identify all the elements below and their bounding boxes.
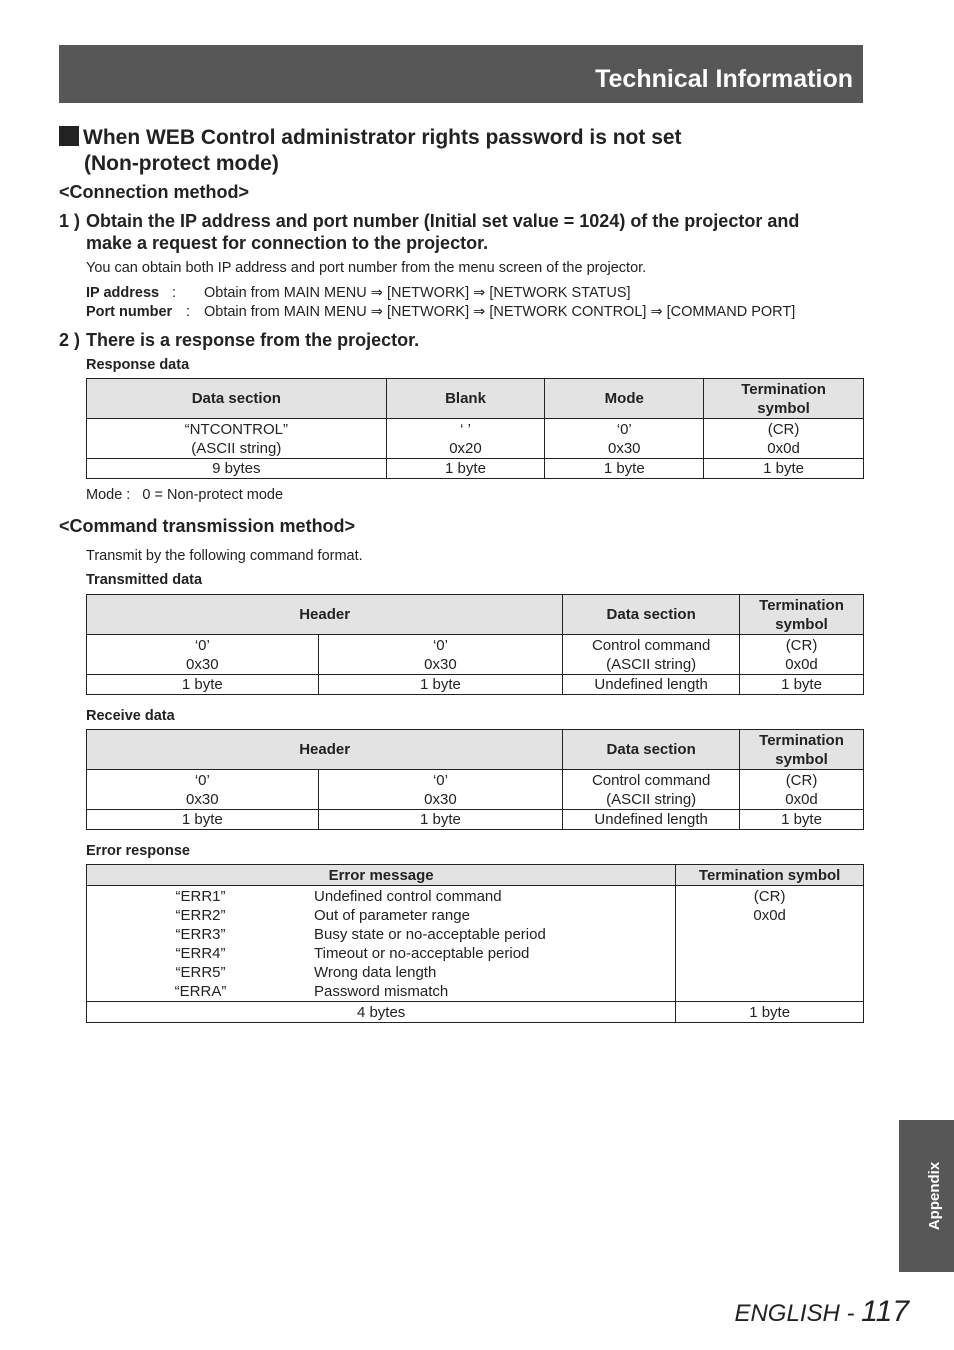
table-cell: 1 byte [676, 1002, 864, 1023]
table-cell: Undefined length [563, 675, 740, 695]
section-subtitle: (Non-protect mode) [84, 152, 279, 175]
step1-number: 1 ) [59, 211, 81, 231]
port-number-sep: : [186, 304, 191, 320]
table-cell: 4 bytes [87, 1002, 676, 1023]
table-cell: (CR) 0x0d [704, 419, 864, 459]
error-response-label: Error response [86, 843, 190, 859]
error-list-row [87, 886, 864, 1002]
receive-data-label: Receive data [86, 708, 175, 724]
table-cell: 1 byte [318, 675, 563, 695]
transmitted-header-row [87, 595, 864, 635]
ip-address-sep: : [172, 285, 177, 301]
table-cell: 1 byte [386, 459, 545, 479]
error-message: Timeout or no-acceptable period [314, 945, 530, 962]
receive-table [86, 729, 864, 830]
error-table [86, 864, 864, 1023]
error-term-code: 0x0d [753, 907, 786, 924]
table-cell: 1 byte [704, 459, 864, 479]
section-title-line1: When WEB Control administrator rights password is not set [83, 126, 682, 149]
page-number: 117 [861, 1295, 909, 1328]
error-term-symbol: (CR) [753, 888, 786, 905]
connection-heading: <Connection method> [59, 182, 250, 202]
error-list-cell [87, 886, 676, 1002]
step2-number: 2 ) [59, 330, 81, 350]
command-description: Transmit by the following command format. [86, 548, 363, 564]
error-code: “ERR1” [175, 888, 226, 905]
error-code: “ERR5” [175, 964, 226, 981]
table-row-size [87, 675, 864, 695]
table-cell: ‘0’ 0x30 [87, 635, 319, 675]
table-row [87, 419, 864, 459]
error-message: Password mismatch [314, 983, 449, 1000]
error-codes-column [87, 887, 314, 1001]
error-messages-column [314, 887, 546, 1001]
error-message: Out of parameter range [314, 907, 470, 924]
error-code: “ERR3” [175, 926, 226, 943]
header-cell-termination: Termination symbol [740, 730, 864, 770]
ip-address-label: IP address [86, 285, 160, 301]
appendix-tab [899, 1120, 954, 1272]
mode-note: Mode : 0 = Non-protect mode [86, 487, 284, 503]
table-cell: 1 byte [545, 459, 704, 479]
command-heading: <Command transmission method> [59, 516, 356, 536]
error-message: Busy state or no-acceptable period [314, 926, 546, 943]
appendix-tab-label: Appendix [926, 1161, 943, 1231]
response-data-label: Response data [86, 357, 190, 373]
table-cell: 1 byte [318, 810, 563, 830]
table-row-size [87, 810, 864, 830]
table-cell: 9 bytes [87, 459, 387, 479]
error-code: “ERRA” [174, 983, 227, 1000]
table-cell: ‘0’ 0x30 [87, 770, 319, 810]
port-number-label: Port number [86, 304, 173, 320]
table-cell: Control command (ASCII string) [563, 770, 740, 810]
header-cell: Data section [87, 379, 387, 419]
footer-language: ENGLISH - [734, 1300, 862, 1327]
table-cell: “NTCONTROL” (ASCII string) [87, 419, 387, 459]
error-termination-cell [676, 886, 864, 1002]
header-cell: Data section [563, 595, 740, 635]
header-cell-termination: Termination symbol [704, 379, 864, 419]
table-cell: Undefined length [563, 810, 740, 830]
page-footer [734, 1295, 909, 1329]
step1-line1: Obtain the IP address and port number (Initial set value = 1024) of the projector and [86, 211, 800, 231]
table-row-size [87, 459, 864, 479]
header-cell: Header [87, 595, 563, 635]
header-cell: Data section [563, 730, 740, 770]
response-table [86, 378, 864, 479]
table-cell: ‘0’ 0x30 [318, 770, 563, 810]
error-code: “ERR2” [175, 907, 226, 924]
table-row-size [87, 1002, 864, 1023]
header-cell: Blank [386, 379, 545, 419]
table-cell: 1 byte [740, 810, 864, 830]
header-cell: Error message [87, 865, 676, 886]
table-cell: (CR) 0x0d [740, 635, 864, 675]
header-cell-termination: Termination symbol [740, 595, 864, 635]
table-row [87, 770, 864, 810]
section-title [59, 126, 682, 150]
table-cell: 1 byte [87, 675, 319, 695]
table-cell: Control command (ASCII string) [563, 635, 740, 675]
error-message: Wrong data length [314, 964, 437, 981]
table-cell: (CR) 0x0d [740, 770, 864, 810]
step2-text: There is a response from the projector. [86, 330, 420, 350]
table-cell: 1 byte [87, 810, 319, 830]
square-bullet-icon [59, 126, 79, 146]
table-cell: ‘0’ 0x30 [545, 419, 704, 459]
step1-description: You can obtain both IP address and port number from the menu screen of the projector. [86, 260, 647, 276]
table-row [87, 635, 864, 675]
table-cell: 1 byte [740, 675, 864, 695]
header-cell: Mode [545, 379, 704, 419]
header-cell: Header [87, 730, 563, 770]
transmitted-table [86, 594, 864, 695]
error-message: Undefined control command [314, 888, 502, 905]
transmitted-data-label: Transmitted data [86, 572, 203, 588]
header-cell: Termination symbol [676, 865, 864, 886]
receive-header-row [87, 730, 864, 770]
table-cell: ‘0’ 0x30 [318, 635, 563, 675]
table-cell: ‘ ’ 0x20 [386, 419, 545, 459]
response-header-row [87, 379, 864, 419]
port-number-value: Obtain from MAIN MENU ⇒ [NETWORK] ⇒ [NETWORK CONTROL] ⇒ [COMMAND PORT] [204, 304, 796, 320]
ip-address-value: Obtain from MAIN MENU ⇒ [NETWORK] ⇒ [NETWORK STATUS] [204, 285, 631, 301]
error-code: “ERR4” [175, 945, 226, 962]
header-title: Technical Information [595, 65, 853, 93]
error-header-row [87, 865, 864, 886]
header-banner [59, 45, 863, 103]
step1-line2: make a request for connection to the projector. [86, 233, 489, 253]
